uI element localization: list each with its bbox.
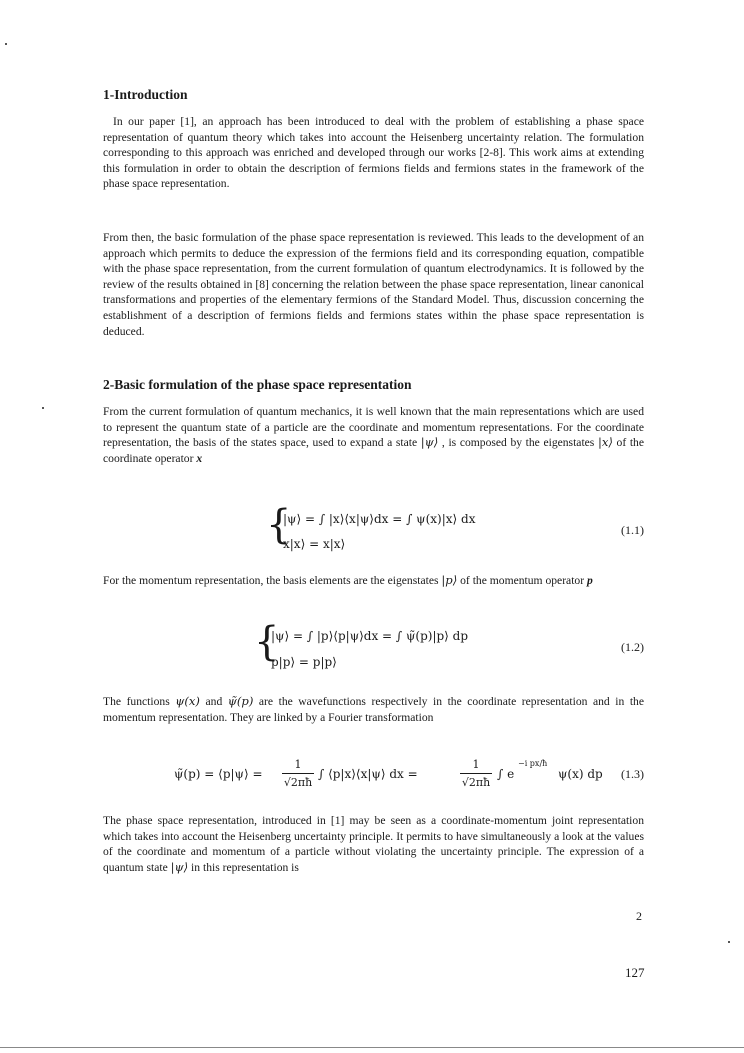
intro-paragraph-1: In our paper [1], an approach has been introduced to deal with the problem of establishing a phase space representation of quantum theory which takes into account the Heisenberg uncertainty relation. The formulation corresponding to this approach was enriched and developed through our works [2-8]. This work aims at extending this formulation in order to obtain the description of fermions fields and fermions states in the framework of the phase space representation. [103,115,644,191]
math-ket-psi: |ψ⟩ [420,435,439,450]
section-heading-introduction: 1-Introduction [103,87,188,102]
basic-paragraph-3 [103,694,644,725]
math-psi-x: ψ(x) [175,694,200,708]
text-run: For the momentum representation, the basis elements are the eigenstates [103,574,442,587]
math-psi-tilde-p: ψ̃(p) [227,694,254,708]
text-run: and [199,695,228,708]
equation-number-1-1: (1.1) [621,523,644,537]
text-run: , is composed by the eigenstates [438,436,598,450]
fraction-bar [282,773,314,774]
section-heading-basic-formulation: 2-Basic formulation of the phase space representation [103,377,412,392]
equation-1-3-lhs: ψ̃(p) = ⟨p|ψ⟩ = [174,767,263,781]
math-ket-p: |p⟩ [441,573,458,587]
scan-speck [42,407,44,409]
equation-1-3-frac-1-denominator: √2πħ [283,776,313,789]
basic-paragraph-4 [103,813,644,875]
fraction-bar [460,773,492,774]
text-run: of the coordinate operator [103,436,644,465]
scan-speck [5,43,7,45]
text-run: in this representation is [188,860,299,874]
math-ket-psi: |ψ⟩ [170,859,189,874]
scan-bottom-edge [0,1047,744,1048]
math-ket-x: |x⟩ [597,435,613,450]
text-run: The functions [103,695,176,708]
text-run: From the current formulation of quantum mechanics, it is well known that the main representations which are used to represent the quantum state of a particle are the coordinate and momentum representations. For the coordinate representation, the basis of the states space, used to expand a state [103,405,644,450]
equation-number-1-2: (1.2) [621,640,644,654]
equation-1-2-line-1: |ψ⟩ = ∫ |p⟩⟨p|ψ⟩dx = ∫ ψ̃(p)|p⟩ dp [271,629,469,643]
equation-1-3-rhs: ψ(x) dp [558,767,603,781]
text-run: The phase space representation, introduced in [1] may be seen as a coordinate-momentum joint representation which takes into account the Heisenberg uncertainty principle. It permits to have simultaneously a look at the values of the coordinate and momentum of a particle without violating the uncertainty principle. The expression of a quantum state [103,814,644,874]
equation-1-3-frac-2-denominator: √2πħ [461,776,491,789]
scan-speck [728,941,730,943]
equation-1-3-frac-1-numerator: 1 [294,758,302,771]
math-operator-p: p [587,574,593,587]
equation-1-3-middle: ∫ ⟨p|x⟩⟨x|ψ⟩ dx = [318,767,418,781]
equation-1-3-exponent: −i px/ħ [518,759,548,768]
equation-1-1-line-1: |ψ⟩ = ∫ |x⟩⟨x|ψ⟩dx = ∫ ψ(x)|x⟩ dx [283,512,476,526]
equation-1-2-line-2: p|p⟩ = p|p⟩ [271,655,337,669]
basic-paragraph-1 [103,404,644,466]
math-operator-x: x [196,451,203,465]
basic-paragraph-2 [103,573,644,589]
text-run: of the momentum operator [457,574,587,587]
equation-1-3-integral: ∫ e [497,767,515,781]
equation-1-3-frac-2-numerator: 1 [472,758,480,771]
equation-number-1-3: (1.3) [621,767,644,781]
equation-brace: { [254,619,280,665]
equation-1-1-line-2: x|x⟩ = x|x⟩ [283,537,346,551]
equation-brace: { [266,502,292,548]
intro-paragraph-2: From then, the basic formulation of the phase space representation is reviewed. This leads to the development of an approach which permits to deduce the expression of the fermions field and its corresponding equation, compatible with the phase space representation, from the current formulation of quantum electrodynamics. It is followed by the review of the results obtained in [8] concerning the relation between the phase space representation, linear canonical transformations and properties of the elementary fermions of the Standard Model. Thus, discussion concerning the establishment of a description of fermions fields and fermions states within the phase space representation is deduced. [103,231,644,338]
text-run: are the wavefunctions respectively in the coordinate representation and in the momentum representation. They are linked by a Fourier transformation [103,695,644,724]
global-page-number: 127 [625,965,645,980]
local-page-number: 2 [636,909,642,923]
